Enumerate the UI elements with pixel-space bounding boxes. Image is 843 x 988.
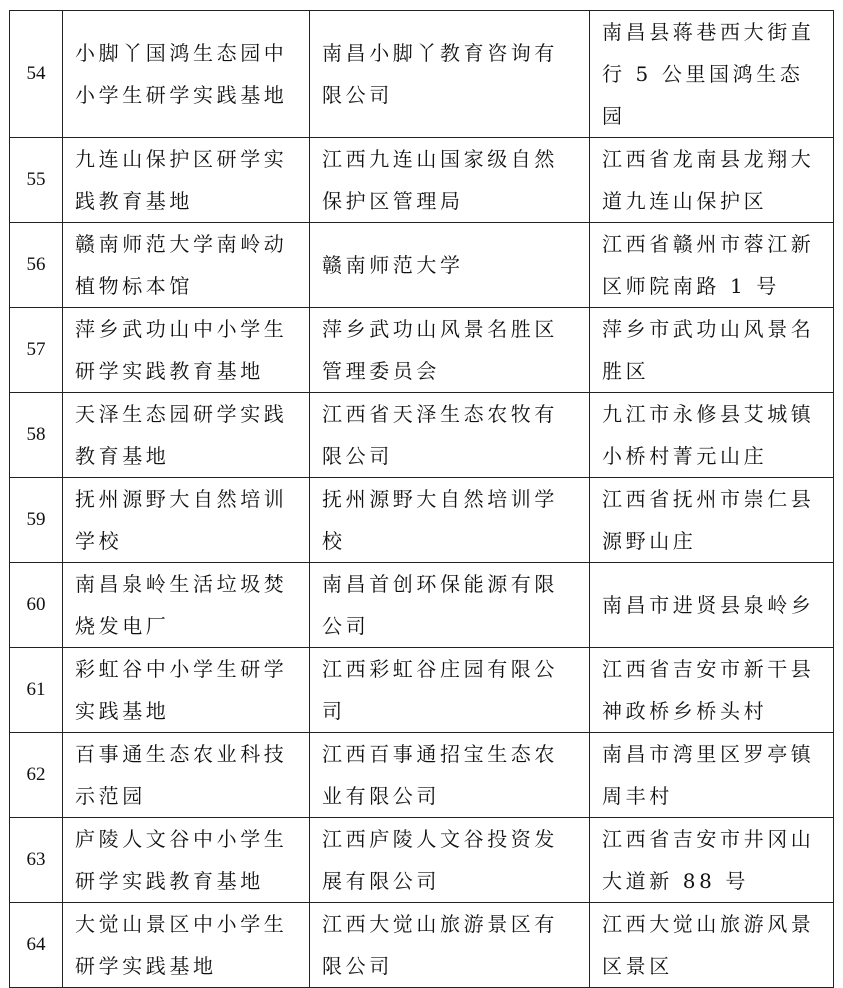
row-number: 59 bbox=[10, 478, 63, 563]
organization-cell bbox=[310, 308, 590, 393]
organization-cell bbox=[310, 478, 590, 563]
table-row bbox=[10, 308, 834, 393]
table-row bbox=[10, 903, 834, 988]
address-cell bbox=[590, 563, 834, 648]
row-number: 56 bbox=[10, 223, 63, 308]
base-name-cell bbox=[63, 138, 310, 223]
base-name-cell bbox=[63, 563, 310, 648]
base-name-cell-text: 萍乡武功山中小学生 研学实践教育基地 bbox=[75, 317, 288, 383]
address-cell-text: 江西省抚州市崇仁县 源野山庄 bbox=[602, 487, 815, 553]
base-name-cell-text: 抚州源野大自然培训 学校 bbox=[75, 487, 288, 553]
base-name-cell bbox=[63, 478, 310, 563]
address-cell bbox=[590, 903, 834, 988]
address-cell-text: 江西省龙南县龙翔大 道九连山保护区 bbox=[602, 147, 815, 213]
base-name-cell bbox=[63, 223, 310, 308]
row-number: 64 bbox=[10, 903, 63, 988]
address-cell bbox=[590, 308, 834, 393]
organization-cell-text: 江西庐陵人文谷投资发 展有限公司 bbox=[322, 827, 558, 893]
address-cell bbox=[590, 138, 834, 223]
address-cell bbox=[590, 223, 834, 308]
table-row bbox=[10, 648, 834, 733]
organization-cell bbox=[310, 11, 590, 138]
row-number: 55 bbox=[10, 138, 63, 223]
address-cell bbox=[590, 733, 834, 818]
row-number: 54 bbox=[10, 11, 63, 138]
base-name-cell-text: 大觉山景区中小学生 研学实践基地 bbox=[75, 912, 288, 978]
organization-cell-text: 南昌首创环保能源有限 公司 bbox=[322, 572, 558, 638]
organization-cell bbox=[310, 733, 590, 818]
base-name-cell-text: 赣南师范大学南岭动 植物标本馆 bbox=[75, 232, 288, 298]
address-cell bbox=[590, 11, 834, 138]
address-cell bbox=[590, 818, 834, 903]
organization-cell-text: 江西百事通招宝生态农 业有限公司 bbox=[322, 742, 558, 808]
organization-cell bbox=[310, 648, 590, 733]
table-row bbox=[10, 818, 834, 903]
address-cell-text: 江西省吉安市新干县 神政桥乡桥头村 bbox=[602, 657, 815, 723]
table-row bbox=[10, 223, 834, 308]
address-cell-text: 南昌县蒋巷西大街直 行 5 公里国鸿生态园 bbox=[602, 20, 815, 128]
base-name-cell bbox=[63, 393, 310, 478]
base-name-cell bbox=[63, 733, 310, 818]
address-cell bbox=[590, 648, 834, 733]
table-row bbox=[10, 478, 834, 563]
table-row bbox=[10, 733, 834, 818]
base-name-cell bbox=[63, 11, 310, 138]
organization-cell bbox=[310, 903, 590, 988]
row-number: 58 bbox=[10, 393, 63, 478]
address-cell-text: 江西省赣州市蓉江新 区师院南路 1 号 bbox=[602, 232, 815, 298]
address-cell-text: 南昌市湾里区罗亭镇 周丰村 bbox=[602, 742, 815, 808]
base-name-cell-text: 天泽生态园研学实践 教育基地 bbox=[75, 402, 288, 468]
organization-cell-text: 赣南师范大学 bbox=[322, 253, 464, 277]
address-cell-text: 萍乡市武功山风景名 胜区 bbox=[602, 317, 815, 383]
organization-cell-text: 江西省天泽生态农牧有 限公司 bbox=[322, 402, 558, 468]
organization-cell-text: 江西大觉山旅游景区有 限公司 bbox=[322, 912, 558, 978]
row-number: 57 bbox=[10, 308, 63, 393]
table-row bbox=[10, 11, 834, 138]
organization-cell bbox=[310, 138, 590, 223]
address-cell-text: 九江市永修县艾城镇 小桥村菁元山庄 bbox=[602, 402, 815, 468]
address-cell-text: 南昌市进贤县泉岭乡 bbox=[602, 593, 815, 617]
row-number: 62 bbox=[10, 733, 63, 818]
base-name-cell-text: 庐陵人文谷中小学生 研学实践教育基地 bbox=[75, 827, 288, 893]
base-name-cell-text: 小脚丫国鸿生态园中 小学生研学实践基地 bbox=[75, 41, 288, 107]
organization-cell bbox=[310, 563, 590, 648]
table-row bbox=[10, 393, 834, 478]
address-cell-text: 江西省吉安市井冈山 大道新 88 号 bbox=[602, 827, 815, 893]
organization-cell-text: 江西九连山国家级自然 保护区管理局 bbox=[322, 147, 558, 213]
row-number: 60 bbox=[10, 563, 63, 648]
base-name-cell-text: 彩虹谷中小学生研学 实践基地 bbox=[75, 657, 288, 723]
base-name-cell-text: 南昌泉岭生活垃圾焚 烧发电厂 bbox=[75, 572, 288, 638]
base-name-cell bbox=[63, 648, 310, 733]
table-row bbox=[10, 138, 834, 223]
base-name-cell bbox=[63, 903, 310, 988]
address-cell-text: 江西大觉山旅游风景 区景区 bbox=[602, 912, 815, 978]
base-list-table bbox=[9, 10, 834, 988]
base-name-cell-text: 百事通生态农业科技 示范园 bbox=[75, 742, 288, 808]
organization-cell bbox=[310, 223, 590, 308]
organization-cell-text: 萍乡武功山风景名胜区 管理委员会 bbox=[322, 317, 558, 383]
address-cell bbox=[590, 478, 834, 563]
base-name-cell bbox=[63, 818, 310, 903]
organization-cell-text: 江西彩虹谷庄园有限公 司 bbox=[322, 657, 558, 723]
row-number: 63 bbox=[10, 818, 63, 903]
base-name-cell bbox=[63, 308, 310, 393]
table-body bbox=[10, 11, 834, 988]
organization-cell-text: 南昌小脚丫教育咨询有 限公司 bbox=[322, 41, 558, 107]
table-row bbox=[10, 563, 834, 648]
row-number: 61 bbox=[10, 648, 63, 733]
organization-cell-text: 抚州源野大自然培训学 校 bbox=[322, 487, 558, 553]
organization-cell bbox=[310, 818, 590, 903]
address-cell bbox=[590, 393, 834, 478]
organization-cell bbox=[310, 393, 590, 478]
base-name-cell-text: 九连山保护区研学实 践教育基地 bbox=[75, 147, 288, 213]
